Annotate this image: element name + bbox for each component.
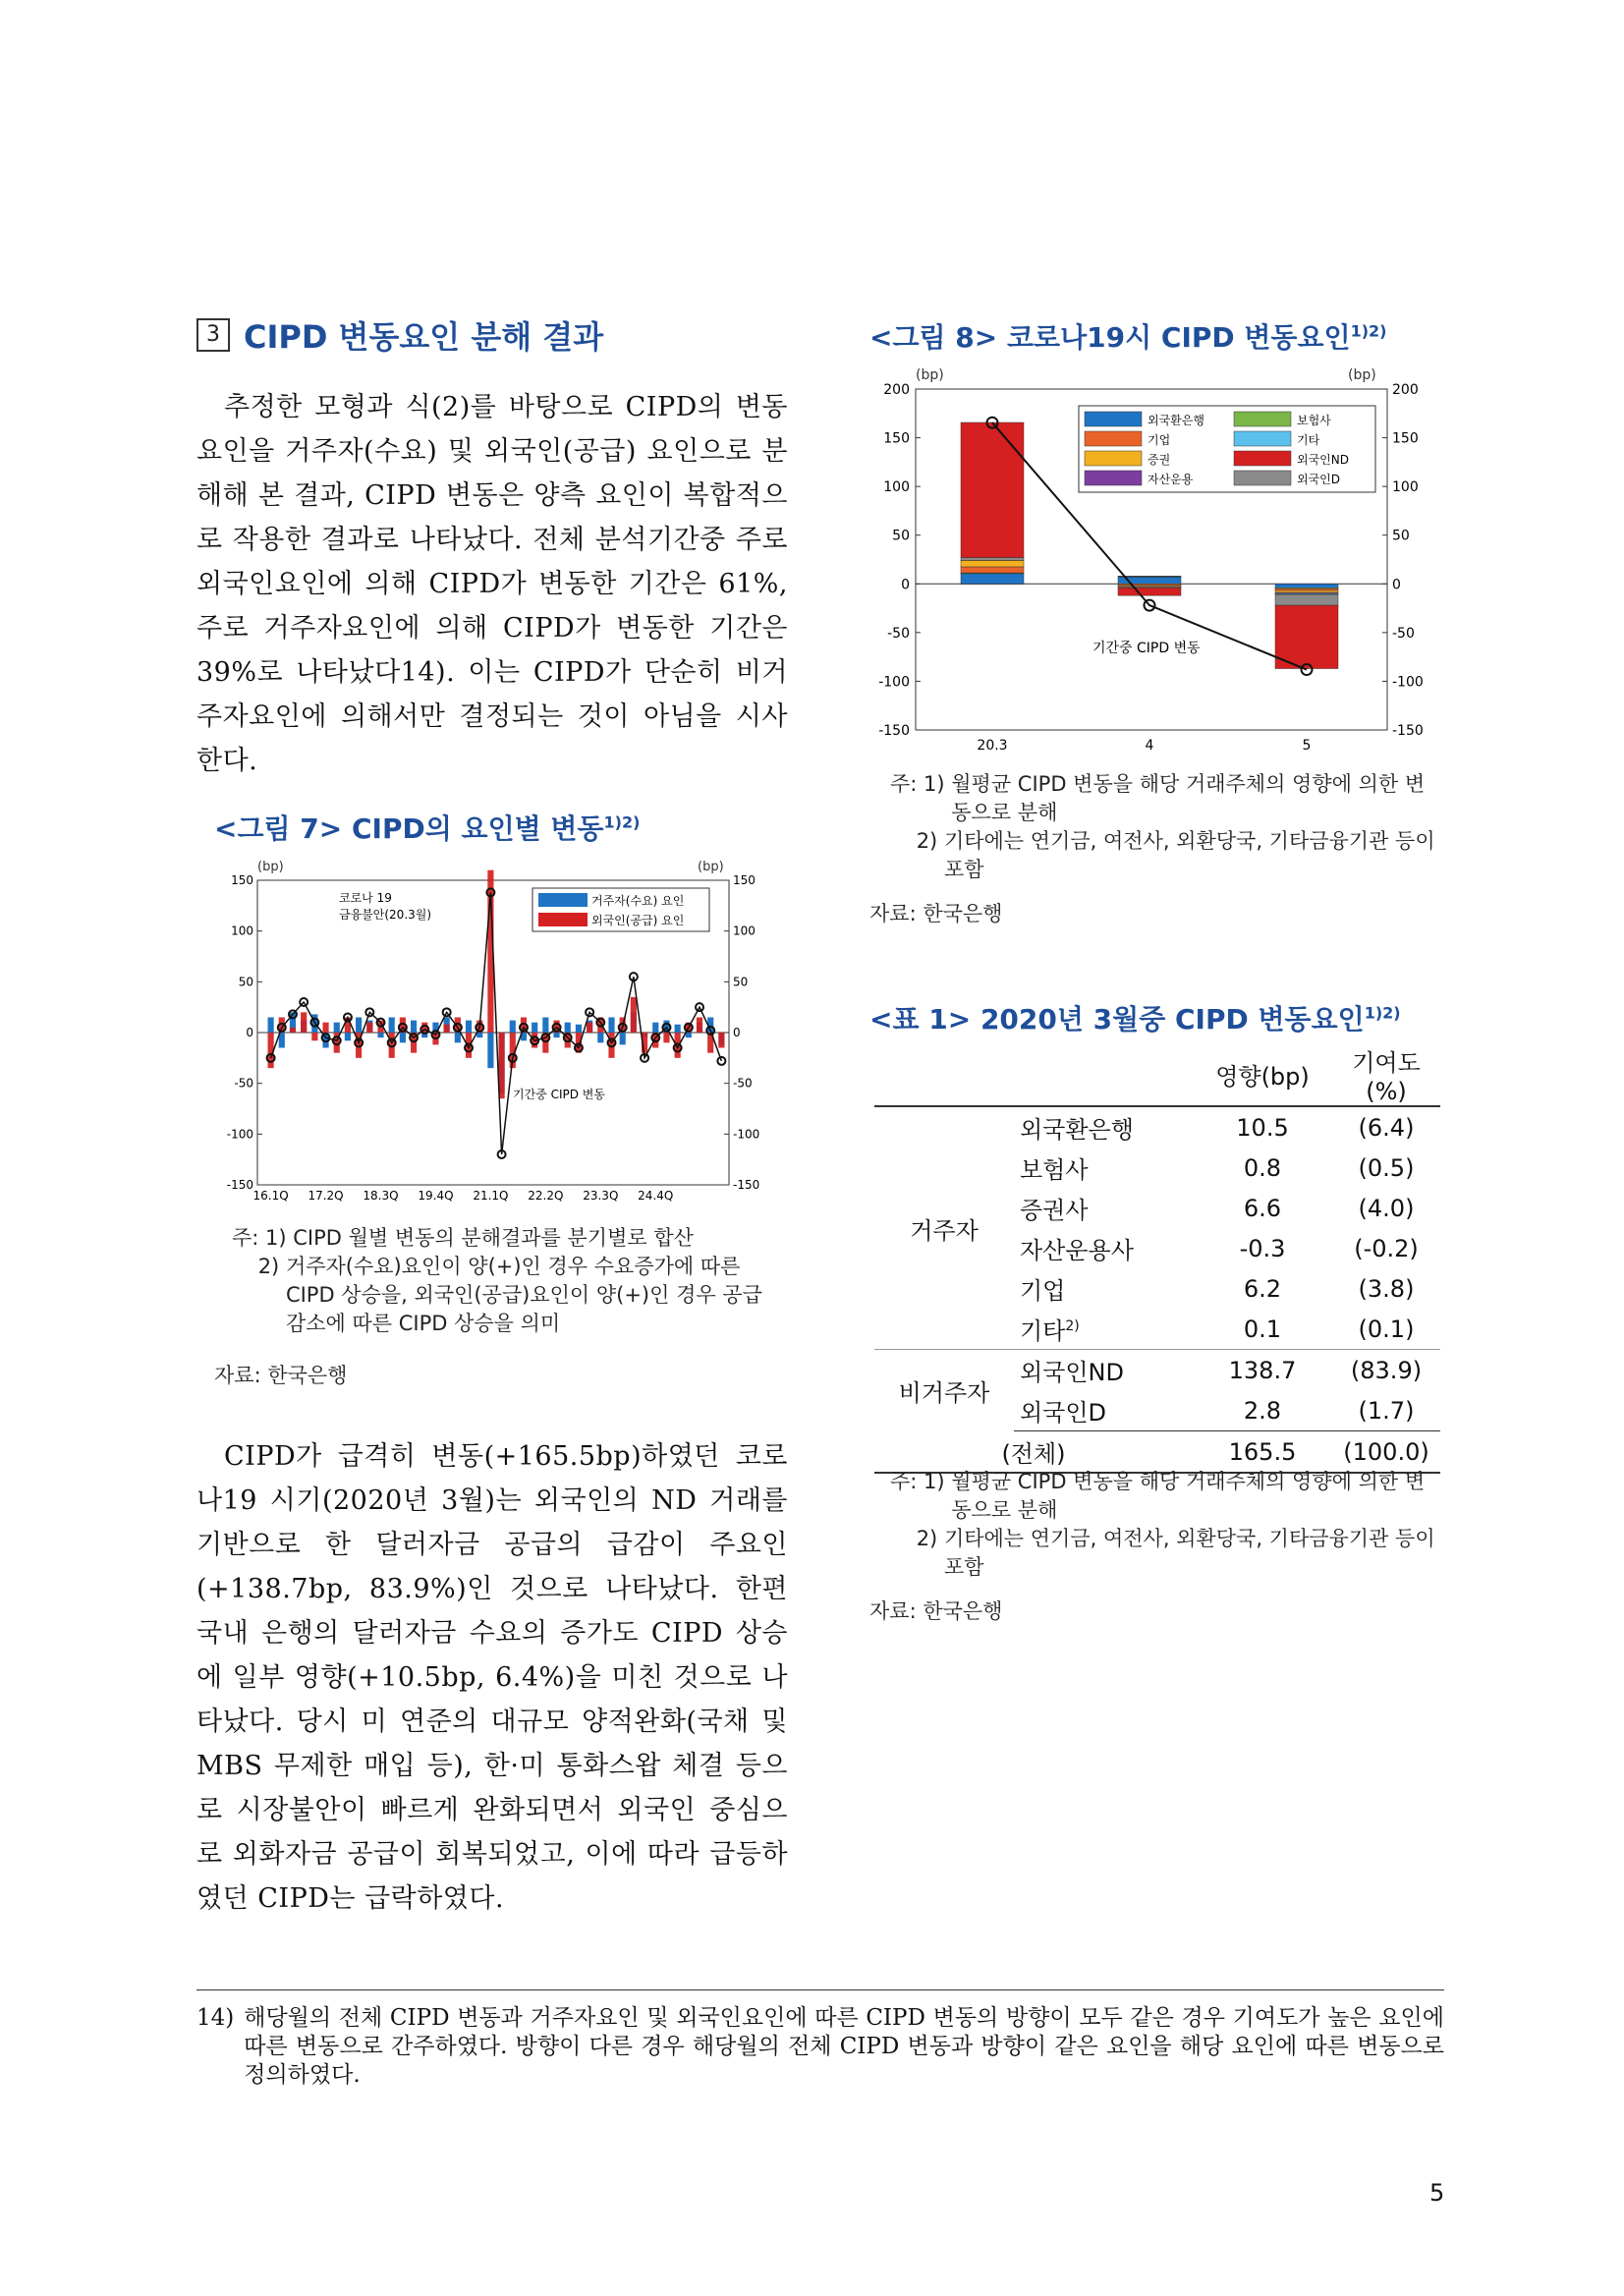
bar-resident (400, 1033, 406, 1042)
y-tick-label-left: -100 (226, 1127, 253, 1142)
y-unit-left: (bp) (916, 367, 944, 383)
y-tick-label-left: -150 (226, 1178, 253, 1192)
table-1 (874, 1043, 1440, 1474)
contrib-value: (0.5) (1358, 1153, 1415, 1182)
legend-swatch (1234, 412, 1291, 426)
total-impact: 165.5 (1193, 1431, 1332, 1474)
note-item (890, 827, 1440, 884)
bar-segment (1275, 584, 1338, 588)
contrib-value: (0.1) (1332, 1309, 1440, 1350)
figure-7-notes (232, 1224, 777, 1338)
legend-label: 기타 (1297, 433, 1320, 447)
bar-foreign (290, 1028, 296, 1033)
header-empty (1014, 1043, 1193, 1106)
y-unit-right: (bp) (698, 860, 724, 874)
legend-label: 기업 (1148, 433, 1171, 447)
item-label: 기업 (1020, 1277, 1066, 1305)
bar-resident (553, 1033, 559, 1037)
bar-foreign (301, 1012, 307, 1033)
bar-foreign (444, 1025, 450, 1033)
table-header-row (874, 1043, 1440, 1106)
figure-8-notes (890, 770, 1440, 884)
item-label: 기타$^{2)}$ (1014, 1309, 1193, 1350)
bar-segment (1275, 590, 1338, 592)
y-tick-label-left: 50 (238, 975, 253, 989)
note-item (232, 1224, 777, 1253)
footnote-number: 14) (196, 2005, 235, 2031)
bar-foreign (587, 1023, 592, 1033)
legend-swatch (1234, 471, 1291, 485)
y-tick-label-right: 150 (733, 873, 756, 887)
bar-resident (510, 1021, 516, 1033)
footnote-14 (196, 2004, 1444, 2090)
total-contrib: (100.0) (1332, 1431, 1440, 1474)
note-text: 월평균 CIPD 변동을 해당 거래주체의 영향에 의한 변동으로 분해 (951, 1470, 1426, 1522)
y-tick-label-left: -50 (887, 625, 910, 642)
bar-foreign (631, 997, 637, 1033)
item-label: 증권사 (1020, 1197, 1089, 1224)
y-tick-label-right: -50 (733, 1076, 753, 1091)
legend-label: 자산운용 (1148, 473, 1194, 486)
table-1-source: 자료: 한국은행 (869, 1599, 1003, 1623)
legend-swatch (1234, 431, 1291, 446)
total-label: (전체) (874, 1431, 1193, 1474)
figure-8-source: 자료: 한국은행 (869, 902, 1003, 925)
bar-resident (597, 1033, 603, 1042)
contrib-value: (6.4) (1358, 1113, 1415, 1142)
y-tick-label-left: -100 (878, 674, 910, 691)
note-label: 주: 1) (232, 1226, 294, 1250)
item-footnote-mark: 2) (1065, 1318, 1080, 1334)
bar-resident (608, 1018, 614, 1034)
legend-swatch-foreign (538, 913, 588, 926)
legend-label-foreign: 외국인(공급) 요인 (591, 914, 685, 927)
note-label: 주: 1) (890, 1470, 952, 1493)
contrib-value: (83.9) (1350, 1356, 1423, 1384)
bar-resident (334, 1023, 340, 1033)
legend-label: 외국인D (1297, 473, 1341, 486)
legend-label-resident: 거주자(수요) 요인 (591, 894, 685, 908)
body-paragraph-2: CIPD가 급격히 변동(+165.5bp)하였던 코로나19 시기(2020년 3월)는 외국인의 ND 거래를 기반으로 한 달러자금 공급의 급감이 주요인(+138.7bp, 83.9%)인 것으로 나타났다. 한편 국내 은행의 달러자금 수요의 증가도 CIPD 상승에 일부 영향(+10.5bp, 6.4%)을 미친 것으로 나타났다. 당시 미 연준의 대규모 양적완화(국채 및 MBS 무제한 매입 등), 한·미 통화스왑 체결 등으로 시장불안이 빠르게 완화되면서 외국인 중심으로 외화자금 공급이 회복되었고, 이에 따라 급등하였던 CIPD는 급락하였다. (196, 1441, 788, 1914)
impact-value: 6.2 (1243, 1274, 1282, 1303)
header-contrib: 기여도(%) (1332, 1043, 1440, 1106)
line-label: 기간중 CIPD 변동 (1092, 641, 1201, 656)
bar-resident (466, 1021, 472, 1033)
note-text: 거주자(수요)요인이 양(+)인 경우 수요증가에 따른 CIPD 상승을, 외국인(공급)요인이 양(+)인 경우 공급감소에 따른 CIPD 상승을 의미 (285, 1255, 762, 1335)
item-label: 외국인D (1014, 1390, 1193, 1431)
note-label: 2) (890, 829, 944, 853)
y-tick-label-left: 50 (892, 528, 910, 544)
figure-7-title: <그림 7> CIPD의 요인별 변동$^{1)2)}$ (214, 812, 641, 845)
impact-value: 10.5 (1236, 1113, 1289, 1142)
item-label: 자산운용사 (1020, 1237, 1134, 1264)
bar-resident (686, 1033, 692, 1037)
y-tick-label-right: -100 (1392, 674, 1424, 691)
note-item (890, 1468, 1440, 1525)
bar-foreign (322, 1023, 328, 1033)
y-tick-label-right: -150 (733, 1178, 760, 1192)
table-1-notes (890, 1468, 1440, 1582)
annotation-text: 코로나 19 (339, 891, 392, 905)
x-tick-label: 21.1Q (473, 1189, 509, 1203)
bar-resident (620, 1033, 626, 1044)
bar-resident (476, 1033, 482, 1037)
table-total-row (874, 1431, 1440, 1474)
bar-foreign (366, 1023, 372, 1033)
y-tick-label-right: 50 (1392, 528, 1410, 544)
legend-label: 보험사 (1297, 414, 1331, 427)
y-tick-label-left: -50 (234, 1076, 253, 1091)
bar-segment (1118, 588, 1181, 595)
note-text: CIPD 월별 변동의 분해결과를 분기별로 합산 (293, 1226, 694, 1250)
bar-resident (576, 1025, 582, 1033)
note-label: 주: 1) (890, 772, 952, 796)
bar-resident (411, 1021, 417, 1033)
y-unit-right: (bp) (1348, 367, 1376, 383)
note-text: 기타에는 연기금, 여전사, 외환당국, 기타금융기관 등이 포함 (943, 1527, 1435, 1579)
legend-label: 외국환은행 (1148, 414, 1204, 427)
group-label: 비거주자 (898, 1378, 990, 1407)
y-tick-label-right: -100 (733, 1127, 760, 1142)
page-number: 5 (1429, 2179, 1445, 2207)
table-row (874, 1106, 1440, 1148)
bar-segment (1275, 594, 1338, 605)
y-tick-label-left: -150 (878, 723, 910, 739)
y-tick-label-right: -50 (1392, 625, 1415, 642)
bar-foreign (311, 1033, 317, 1040)
bar-segment (961, 560, 1024, 567)
y-tick-label-right: 100 (1392, 479, 1419, 496)
note-item (890, 770, 1440, 827)
table-1-title: <표 1> 2020년 3월중 CIPD 변동요인$^{1)2)}$ (869, 1003, 1401, 1036)
x-tick-label: 5 (1302, 738, 1312, 754)
bar-resident (268, 1018, 274, 1034)
bar-segment (961, 558, 1024, 561)
section-title-text: CIPD 변동요인 분해 결과 (244, 318, 604, 356)
bar-resident (542, 1018, 548, 1034)
figure-7-chart (206, 853, 776, 1206)
contrib-value: (-0.2) (1354, 1234, 1419, 1262)
y-tick-label-right: 50 (733, 975, 749, 989)
annotation-text: 금융불안(20.3월) (339, 908, 432, 922)
y-tick-label-left: 0 (246, 1026, 253, 1039)
bar-segment (961, 574, 1024, 584)
impact-value: 2.8 (1193, 1390, 1332, 1431)
x-tick-label: 23.3Q (583, 1189, 619, 1203)
legend-label: 증권 (1148, 453, 1171, 467)
section-title (196, 312, 603, 358)
legend-swatch-resident (538, 893, 588, 907)
header-impact: 영향(bp) (1193, 1043, 1332, 1106)
note-text: 월평균 CIPD 변동을 해당 거래주체의 영향에 의한 변동으로 분해 (951, 772, 1426, 824)
note-text: 기타에는 연기금, 여전사, 외환당국, 기타금융기관 등이 포함 (943, 829, 1435, 881)
note-label: 2) (232, 1255, 286, 1278)
line-label: 기간중 CIPD 변동 (513, 1088, 605, 1101)
bar-resident (652, 1023, 658, 1033)
item-label: 보험사 (1020, 1156, 1089, 1184)
y-tick-label-right: 200 (1392, 382, 1419, 398)
bar-resident (389, 1018, 395, 1034)
x-tick-label: 4 (1145, 738, 1154, 754)
legend-swatch (1085, 471, 1142, 485)
x-tick-label: 18.3Q (363, 1189, 399, 1203)
bar-resident (356, 1018, 362, 1034)
impact-value: -0.3 (1239, 1234, 1286, 1262)
y-tick-label-right: 0 (733, 1026, 741, 1039)
impact-value: 138.7 (1228, 1356, 1297, 1384)
legend-swatch (1085, 412, 1142, 426)
cipd-change-point (717, 1057, 725, 1065)
x-tick-label: 20.3 (977, 738, 1008, 754)
y-tick-label-left: 150 (231, 873, 253, 887)
figure-8-chart (865, 362, 1434, 759)
y-tick-label-right: 0 (1392, 577, 1401, 593)
bar-foreign (718, 1033, 724, 1048)
bar-resident (532, 1023, 537, 1033)
figure-7-source: 자료: 한국은행 (214, 1364, 348, 1387)
footnote-text: 해당월의 전체 CIPD 변동과 거주자요인 및 외국인요인에 따른 CIPD 변동의 방향이 모두 같은 경우 기여도가 높은 요인에 따른 변동으로 간주하였다. 방향이 다른 경우 해당월의 전체 CIPD 변동과 방향이 같은 요인을 해당 요인에 따른 변동으로 정의하였다. (244, 2005, 1444, 2088)
bar-resident (345, 1033, 351, 1040)
bar-resident (675, 1025, 681, 1033)
contrib-value: (4.0) (1358, 1194, 1415, 1222)
note-label: 2) (890, 1527, 944, 1550)
impact-value: 0.8 (1243, 1153, 1282, 1182)
legend-swatch (1085, 451, 1142, 466)
legend-swatch (1085, 431, 1142, 446)
y-tick-label-left: 200 (883, 382, 910, 398)
section-number: 3 (196, 318, 230, 352)
bar-segment (1275, 588, 1338, 590)
x-tick-label: 17.2Q (308, 1189, 344, 1203)
contrib-value: (3.8) (1358, 1274, 1415, 1303)
note-item (890, 1525, 1440, 1582)
bar-segment (961, 422, 1024, 558)
y-tick-label-right: -150 (1392, 723, 1424, 739)
bar-segment (1275, 605, 1338, 668)
y-tick-label-right: 100 (733, 924, 756, 938)
header-empty (874, 1043, 1014, 1106)
group-label: 거주자 (874, 1106, 1014, 1350)
x-tick-label: 22.2Q (528, 1189, 564, 1203)
bar-resident (377, 1033, 383, 1037)
footnote-divider (196, 1989, 1444, 1990)
bar-segment (961, 567, 1024, 573)
figure-8-title: <그림 8> 코로나19시 CIPD 변동요인$^{1)2)}$ (869, 321, 1387, 354)
impact-value: 6.6 (1243, 1194, 1282, 1222)
table-row (874, 1350, 1440, 1391)
x-tick-label: 24.4Q (638, 1189, 674, 1203)
bar-resident (487, 1033, 493, 1068)
x-tick-label: 19.4Q (418, 1189, 454, 1203)
item-label: 외국환은행 (1020, 1116, 1134, 1144)
y-tick-label-right: 150 (1392, 430, 1419, 447)
impact-value: 0.1 (1193, 1309, 1332, 1350)
y-tick-label-left: 150 (883, 430, 910, 447)
bar-foreign (663, 1033, 669, 1042)
legend-swatch (1234, 451, 1291, 466)
y-tick-label-left: 0 (901, 577, 910, 593)
y-tick-label-left: 100 (231, 924, 253, 938)
x-tick-label: 16.1Q (252, 1189, 289, 1203)
bar-resident (565, 1023, 571, 1033)
legend-label: 외국인ND (1297, 453, 1349, 467)
item-label: 외국인ND (1020, 1359, 1124, 1386)
bar-resident (455, 1033, 461, 1042)
y-tick-label-left: 100 (883, 479, 910, 496)
body-paragraph-1: 추정한 모형과 식(2)를 바탕으로 CIPD의 변동요인을 거주자(수요) 및 외국인(공급) 요인으로 분해해 본 결과, CIPD 변동은 양측 요인이 복합적으로 작용한 결과로 나타났다. 전체 분석기간중 주로 외국인요인에 의해 CIPD가 변동한 기간은 61%, 주로 거주자요인에 의해 CIPD가 변동한 기간은 39%로 나타났다14). 이는 CIPD가 단순히 비거주자요인에 의해서만 결정되는 것이 아님을 시사한다. (196, 392, 788, 776)
y-unit-left: (bp) (257, 860, 284, 874)
contrib-value: (1.7) (1332, 1390, 1440, 1431)
note-item (232, 1253, 777, 1338)
bar-foreign (697, 1018, 702, 1034)
